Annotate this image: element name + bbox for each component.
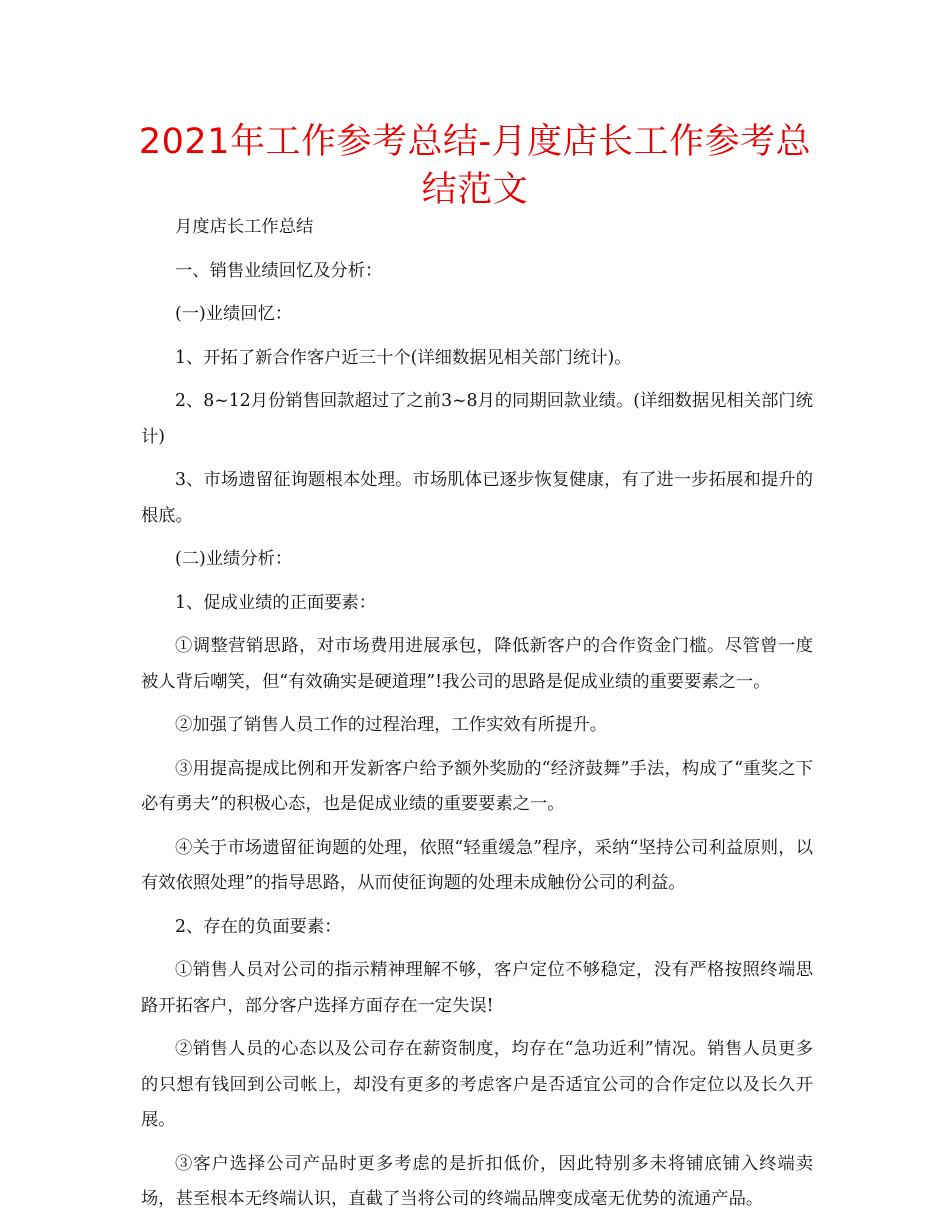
paragraph: 1、促成业绩的正面要素： bbox=[175, 592, 377, 613]
paragraph: ②销售人员的心态以及公司存在薪资制度，均存在“急功近利”情况。销售人员更多的只想有钱回到公司帐上，却没有更多的考虑客户是否适宜公司的合作定位以及长久开展。 bbox=[141, 1039, 813, 1130]
paragraph: ②加强了销售人员工作的过程治理，工作实效有所提升。 bbox=[175, 715, 608, 735]
document-title: 2021年工作参考总结-月度店长工作参考总结范文 bbox=[138, 122, 812, 210]
paragraph: 2、存在的负面要素： bbox=[175, 916, 342, 937]
document-body bbox=[141, 210, 813, 1226]
paragraph: 月度店长工作总结 bbox=[175, 217, 314, 237]
paragraph: 1、开拓了新合作客户近三十个(详细数据见相关部门统计)。 bbox=[175, 347, 632, 368]
paragraph: ③客户选择公司产品时更多考虑的是折扣低价，因此特别多未将铺底铺入终端卖场，甚至根本无终端认识，直截了当将公司的终端品牌变成毫无优势的流通产品。 bbox=[141, 1153, 813, 1209]
paragraph: (一)业绩回忆： bbox=[175, 304, 293, 324]
paragraph: ③用提高提成比例和开发新客户给予额外奖励的“经济鼓舞”手法，构成了“重奖之下必有勇夫”的积极心态，也是促成业绩的重要要素之一。 bbox=[141, 758, 813, 814]
paragraph: 一、销售业绩回忆及分析： bbox=[175, 260, 383, 281]
paragraph: ④关于市场遗留征询题的处理，依照“轻重缓急”程序，采纳“坚持公司利益原则，以有效依照处理”的指导思路，从而使征询题的处理未成触份公司的利益。 bbox=[141, 837, 813, 893]
paragraph: ①销售人员对公司的指示精神理解不够，客户定位不够稳定，没有严格按照终端思路开拓客户，部分客户选择方面存在一定失误! bbox=[141, 960, 813, 1016]
paragraph: ①调整营销思路，对市场费用进展承包，降低新客户的合作资金门槛。尽管曾一度被人背后嘲笑，但“有效确实是硬道理”!我公司的思路是促成业绩的重要要素之一。 bbox=[141, 636, 813, 692]
paragraph: 2、8~12月份销售回款超过了之前3~8月的同期回款业绩。(详细数据见相关部门统计) bbox=[141, 391, 813, 447]
paragraph: (二)业绩分析： bbox=[175, 549, 293, 569]
paragraph: 3、市场遗留征询题根本处理。市场肌体已逐步恢复健康，有了进一步拓展和提升的根底。 bbox=[141, 470, 813, 526]
